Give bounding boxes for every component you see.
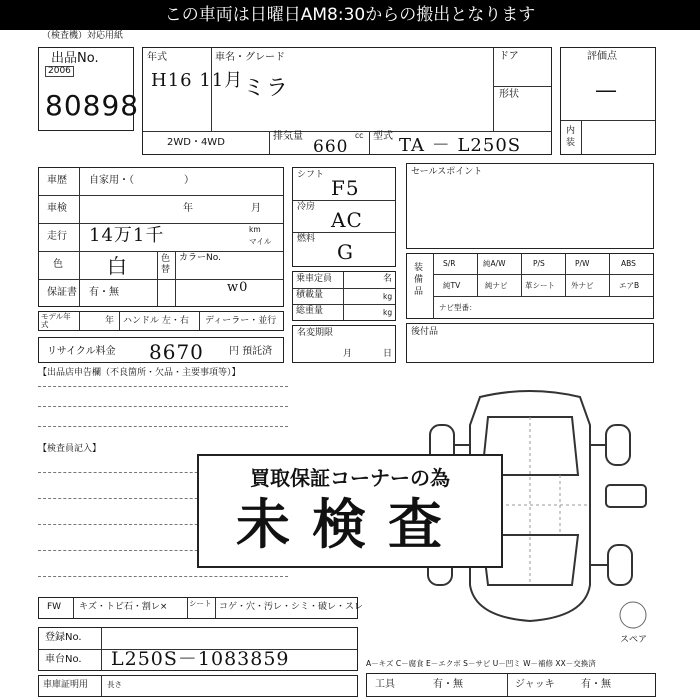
model-year-row [38, 311, 284, 331]
seller-notes-label: 【出品店申告欄（不良箇所・欠品・主要事項等）】 [38, 368, 241, 378]
header-note: （検査機）対応用紙 [42, 31, 124, 41]
after-parts-label: 後付品 [411, 327, 439, 337]
ac-label: 冷房 [297, 202, 316, 212]
equip-airbag: エアB [619, 281, 640, 290]
damage-legend: A－キズ C－腐食 E－エクボ S－サビ U－凹ミ W－補修 XX－交換済 [366, 659, 596, 668]
sales-points-block [406, 163, 654, 249]
name-change-block [292, 325, 396, 363]
chassis-value: L250S－1083859 [111, 648, 290, 670]
tools-label: 工具 [375, 679, 395, 690]
cert-row [38, 675, 358, 697]
model-year-value: H16 11月 [151, 70, 244, 91]
equip-ps: P/S [533, 259, 545, 268]
mileage-mile: マイル [249, 237, 272, 246]
mileage-value: 14万1千 [89, 225, 165, 246]
spare-label: スペア [620, 635, 648, 645]
displacement-unit: cc [355, 131, 364, 140]
jack-options: 有・無 [581, 679, 611, 690]
registration-block [38, 627, 358, 671]
model-year-small-label: モデル年式 [41, 312, 71, 329]
equip-navi-model: ナビ型番： [439, 303, 477, 312]
stamp-box [197, 454, 503, 568]
history-block [38, 167, 284, 307]
weight-unit: kg [383, 308, 393, 317]
handle-options: ハンドル 左・右 [123, 316, 189, 326]
load-label: 積載量 [296, 290, 324, 300]
fuel-label: 燃料 [297, 234, 316, 244]
door-label: ドア [499, 51, 519, 62]
fw-options: キズ・トビ石・割レ× [79, 602, 168, 612]
load-unit: kg [383, 292, 393, 301]
history-label: 車歴 [47, 175, 67, 186]
stamp-top-text: 買取保証コーナーの為 [250, 466, 450, 490]
name-change-month: 月 [343, 349, 353, 359]
color-value: 白 [107, 254, 128, 278]
after-parts-block [406, 323, 654, 363]
cert-sub: 長さ [107, 680, 122, 689]
equipment-label: 装備品 [414, 263, 424, 298]
model-year-small-year: 年 [105, 316, 115, 326]
banner: この車両は日曜日AM8:30からの搬出となります [0, 0, 700, 30]
seat-options: コゲ・穴・汚レ・シミ・破レ・スレ [219, 602, 364, 612]
displacement-label: 排気量 [273, 131, 303, 142]
equip-ext-navi: 外ナビ [571, 281, 594, 290]
color-no-value: w0 [227, 280, 249, 295]
registration-label: 登録No. [45, 632, 82, 643]
seat-label: シート [189, 599, 212, 608]
model-year-label: 年式 [147, 52, 167, 63]
equip-abs: ABS [621, 259, 636, 268]
name-value: ミラ [243, 76, 290, 101]
displacement-value: 660 [313, 137, 349, 157]
chassis-label: 車台No. [45, 654, 82, 665]
dealer-options: ディーラー・並行 [205, 316, 277, 326]
recycle-unit: 円 預託済 [229, 346, 273, 357]
spec-block [292, 167, 396, 267]
warranty-label: 保証書 [47, 287, 77, 298]
weight-label: 総重量 [296, 306, 324, 316]
name-label: 車名・グレード [215, 52, 285, 63]
inspector-notes-label: 【検査員記入】 [38, 444, 102, 454]
color-change-label: 色替 [161, 254, 171, 275]
recycle-value: 8670 [149, 340, 204, 364]
mileage-km: km [249, 225, 261, 234]
name-change-day: 日 [383, 349, 393, 359]
model-code-value: TA － L250S [399, 135, 522, 156]
grade-box [560, 47, 656, 155]
equip-tv: 純TV [443, 281, 461, 290]
jack-label: ジャッキ [515, 679, 555, 690]
shift-label: シフト [297, 170, 325, 180]
spare-tire-icon [618, 600, 648, 630]
shaken-month: 月 [251, 203, 261, 214]
equip-leather: 革シート [525, 281, 555, 290]
lot-label: 出品No. [51, 51, 99, 66]
color-label: 色 [53, 259, 63, 270]
equip-pw: P/W [575, 259, 590, 268]
drive-label: 2WD・4WD [167, 137, 225, 148]
recycle-label: リサイクル料金 [47, 346, 116, 357]
interior-label: 内装 [566, 126, 576, 148]
stamp-main-text: 未検査 [236, 493, 464, 556]
tools-options: 有・無 [433, 679, 463, 690]
warranty-options: 有・無 [89, 287, 119, 298]
capacity-unit: 名 [383, 274, 393, 284]
sales-points-label: セールスポイント [411, 167, 483, 177]
lot-number: 80898 [45, 89, 140, 122]
model-code-label: 型式 [373, 131, 393, 142]
cert-label: 車庫証明用 [43, 680, 89, 690]
color-no-label: カラーNo. [179, 253, 221, 263]
lot-year-tag: 2006 [45, 66, 74, 77]
ac-value: AC [331, 208, 363, 232]
lot-box [38, 47, 140, 131]
recycle-row [38, 337, 284, 363]
tools-row [366, 673, 656, 697]
capacity-block [292, 271, 396, 321]
name-change-label: 名変期限 [297, 328, 334, 338]
grade-value: — [595, 78, 618, 103]
equipment-block [406, 253, 654, 319]
vehicle-top-block [142, 47, 552, 155]
equip-sr: S/R [443, 259, 456, 268]
equip-navi: 純ナビ [485, 281, 508, 290]
capacity-label: 乗車定員 [296, 274, 333, 284]
fuel-value: G [337, 240, 354, 264]
fw-label: FW [47, 602, 62, 612]
equip-aw: 純A/W [483, 259, 506, 268]
shift-value: F5 [331, 176, 360, 200]
fw-row [38, 597, 364, 619]
mileage-label: 走行 [47, 231, 67, 242]
grade-label: 評価点 [587, 51, 617, 62]
shaken-label: 車検 [47, 203, 67, 214]
shaken-year: 年 [183, 203, 193, 214]
body-shape-label: 形状 [499, 89, 519, 100]
history-options: 自家用・（ ） [89, 175, 194, 186]
